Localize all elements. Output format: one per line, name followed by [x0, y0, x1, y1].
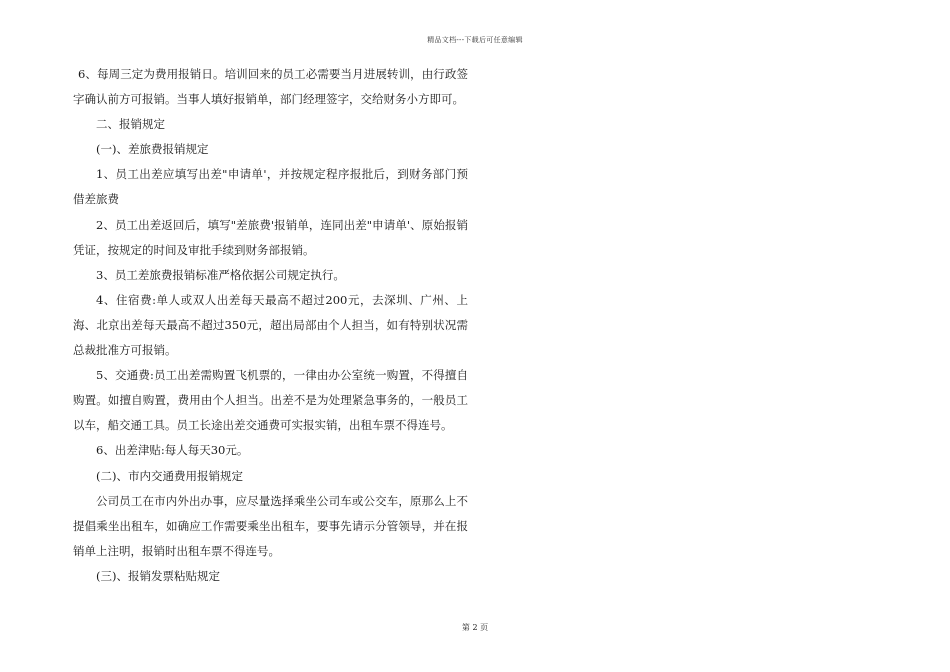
- header-note: 精品文档---下载后可任意编辑: [427, 36, 523, 44]
- subsection-heading-local-transport: (二)、市内交通费用报销规定: [96, 468, 243, 483]
- paragraph-travel-3: 3、员工差旅费报销标准严格依据公司规定执行。: [96, 267, 345, 282]
- paragraph-item-6: 6、每周三定为费用报销日。培训回来的员工必需要当月进展转训，由行政签字确认前方可报销。当事人填好报销单，部门经理签字，交给财务小方即可。: [73, 67, 468, 107]
- page-number: 第 2 页: [461, 623, 489, 632]
- paragraph-travel-4: 4、住宿费:单人或双人出差每天最高不超过200元，去深圳、广州、上海、北京出差每天最高不超过350元，超出局部由个人担当，如有特别状况需总裁批准方可报销。: [73, 292, 468, 358]
- subsection-heading-travel: (一)、差旅费报销规定: [96, 142, 209, 157]
- paragraph-travel-2: 2、员工出差返回后，填写"差旅费'报销单，连同出差"申请单'、原始报销凭证，按规定的时间及审批手续到财务部报销。: [73, 217, 468, 257]
- section-heading-reimbursement: 二、报销规定: [96, 117, 165, 132]
- subsection-heading-invoice: (三)、报销发票粘贴规定: [96, 568, 220, 583]
- paragraph-travel-1: 1、员工出差应填写出差"申请单'，并按规定程序报批后，到财务部门预借差旅费: [73, 167, 468, 207]
- paragraph-local-transport: 公司员工在市内外出办事，应尽量选择乘坐公司车或公交车，原那么上不提倡乘坐出租车，如确应工作需要乘坐出租车，要事先请示分管领导，并在报销单上注明，报销时出租车票不得连号。: [73, 493, 468, 558]
- paragraph-travel-6: 6、出差津贴:每人每天30元。: [96, 443, 249, 458]
- document-body: [73, 62, 468, 589]
- paragraph-travel-5: 5、交通费:员工出差需购置飞机票的，一律由办公室统一购置，不得擅自购置。如擅自购置，费用由个人担当。出差不是为处理紧急事务的，一般员工以车，船交通工具。员工长途出差交通费可实报实销，出租车票不得连号。: [73, 368, 468, 433]
